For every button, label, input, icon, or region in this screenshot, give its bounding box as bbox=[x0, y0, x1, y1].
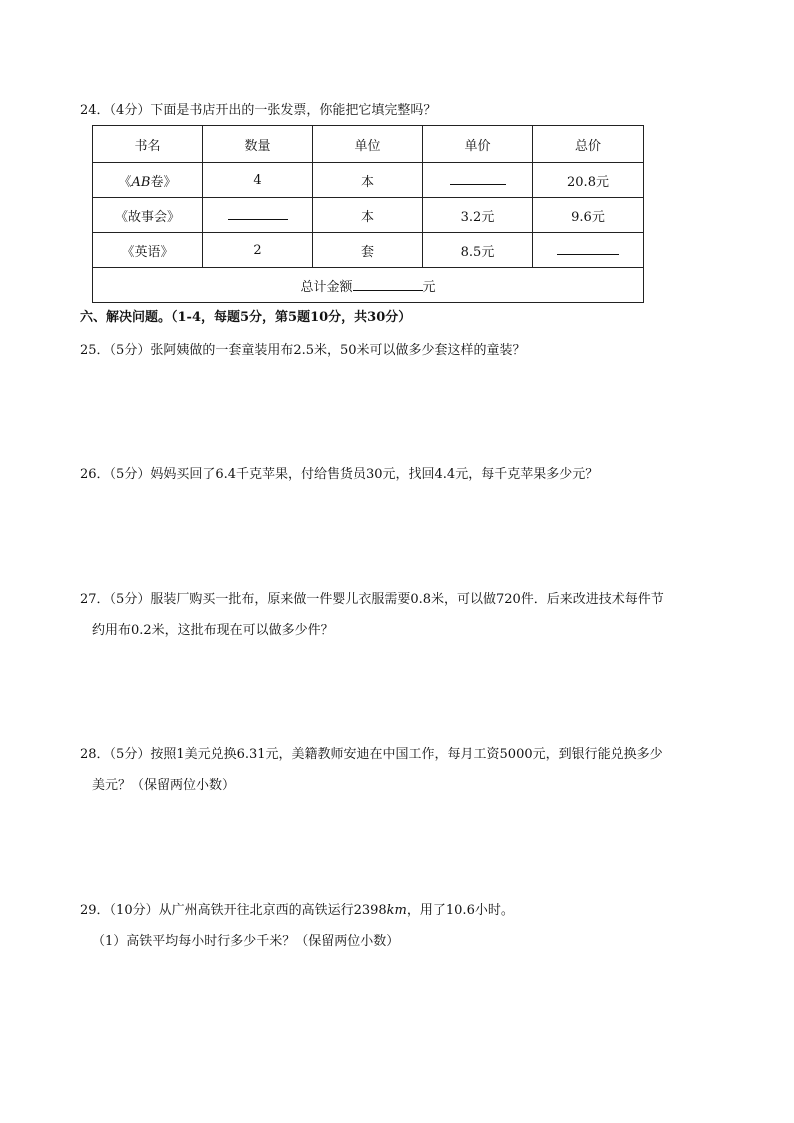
cell-book-name: 《AB卷》 bbox=[93, 163, 203, 198]
cell-unit-price: 8.5元 bbox=[423, 233, 533, 268]
header-unit-price: 单价 bbox=[423, 126, 533, 163]
question-27-line-2: 约用布0.2米，这批布现在可以做多少件？ bbox=[92, 623, 334, 638]
header-book-name: 书名 bbox=[93, 126, 203, 163]
cell-unit: 本 bbox=[313, 163, 423, 198]
header-quantity: 数量 bbox=[203, 126, 313, 163]
cell-unit-price: 3.2元 bbox=[423, 198, 533, 233]
cell-book-name: 《英语》 bbox=[93, 233, 203, 268]
header-total-price: 总价 bbox=[533, 126, 644, 163]
cell-grand-total bbox=[93, 268, 644, 303]
table-row bbox=[93, 233, 644, 268]
grand-total-unit: 元 bbox=[422, 279, 436, 295]
cell-total-price-blank[interactable] bbox=[533, 233, 644, 268]
question-28-line-1: 28．（5分）按照1美元兑换6.31元，美籍教师安迪在中国工作，每月工资5000元，到银行能兑换多少 bbox=[80, 747, 663, 762]
section-6-heading: 六、解决问题。（1-4，每题5分，第5题10分，共30分） bbox=[80, 310, 412, 325]
question-24-text: 24．（4分）下面是书店开出的一张发票，你能把它填完整吗？ bbox=[80, 103, 437, 118]
invoice-header-row bbox=[93, 126, 644, 163]
cell-quantity: 2 bbox=[203, 233, 313, 268]
question-29-text: 29．（10分）从广州高铁开往北京西的高铁运行2398km，用了10.6小时。 bbox=[80, 903, 514, 918]
question-25-text: 25．（5分）张阿姨做的一套童装用布2.5米，50米可以做多少套这样的童装？ bbox=[80, 343, 526, 358]
cell-unit: 套 bbox=[313, 233, 423, 268]
invoice-table bbox=[92, 125, 644, 303]
cell-total-price: 9.6元 bbox=[533, 198, 644, 233]
invoice-total-row bbox=[93, 268, 644, 303]
question-26-text: 26．（5分）妈妈买回了6.4千克苹果，付给售货员30元，找回4.4元，每千克苹果多少元？ bbox=[80, 467, 599, 482]
km-unit: km bbox=[386, 903, 407, 918]
table-row bbox=[93, 163, 644, 198]
cell-total-price: 20.8元 bbox=[533, 163, 644, 198]
question-27-line-1: 27．（5分）服装厂购买一批布，原来做一件婴儿衣服需要0.8米，可以做720件．后来改进技术每件节 bbox=[80, 592, 664, 607]
cell-unit: 本 bbox=[313, 198, 423, 233]
grand-total-blank[interactable] bbox=[353, 277, 423, 291]
header-unit: 单位 bbox=[313, 126, 423, 163]
cell-book-name: 《故事会》 bbox=[93, 198, 203, 233]
question-29-part-1: （1）高铁平均每小时行多少千米？（保留两位小数） bbox=[92, 934, 400, 949]
cell-quantity: 4 bbox=[203, 163, 313, 198]
table-row bbox=[93, 198, 644, 233]
question-28-line-2: 美元？（保留两位小数） bbox=[92, 778, 236, 793]
grand-total-label: 总计金额 bbox=[300, 279, 353, 295]
cell-quantity-blank[interactable] bbox=[203, 198, 313, 233]
cell-unit-price-blank[interactable] bbox=[423, 163, 533, 198]
